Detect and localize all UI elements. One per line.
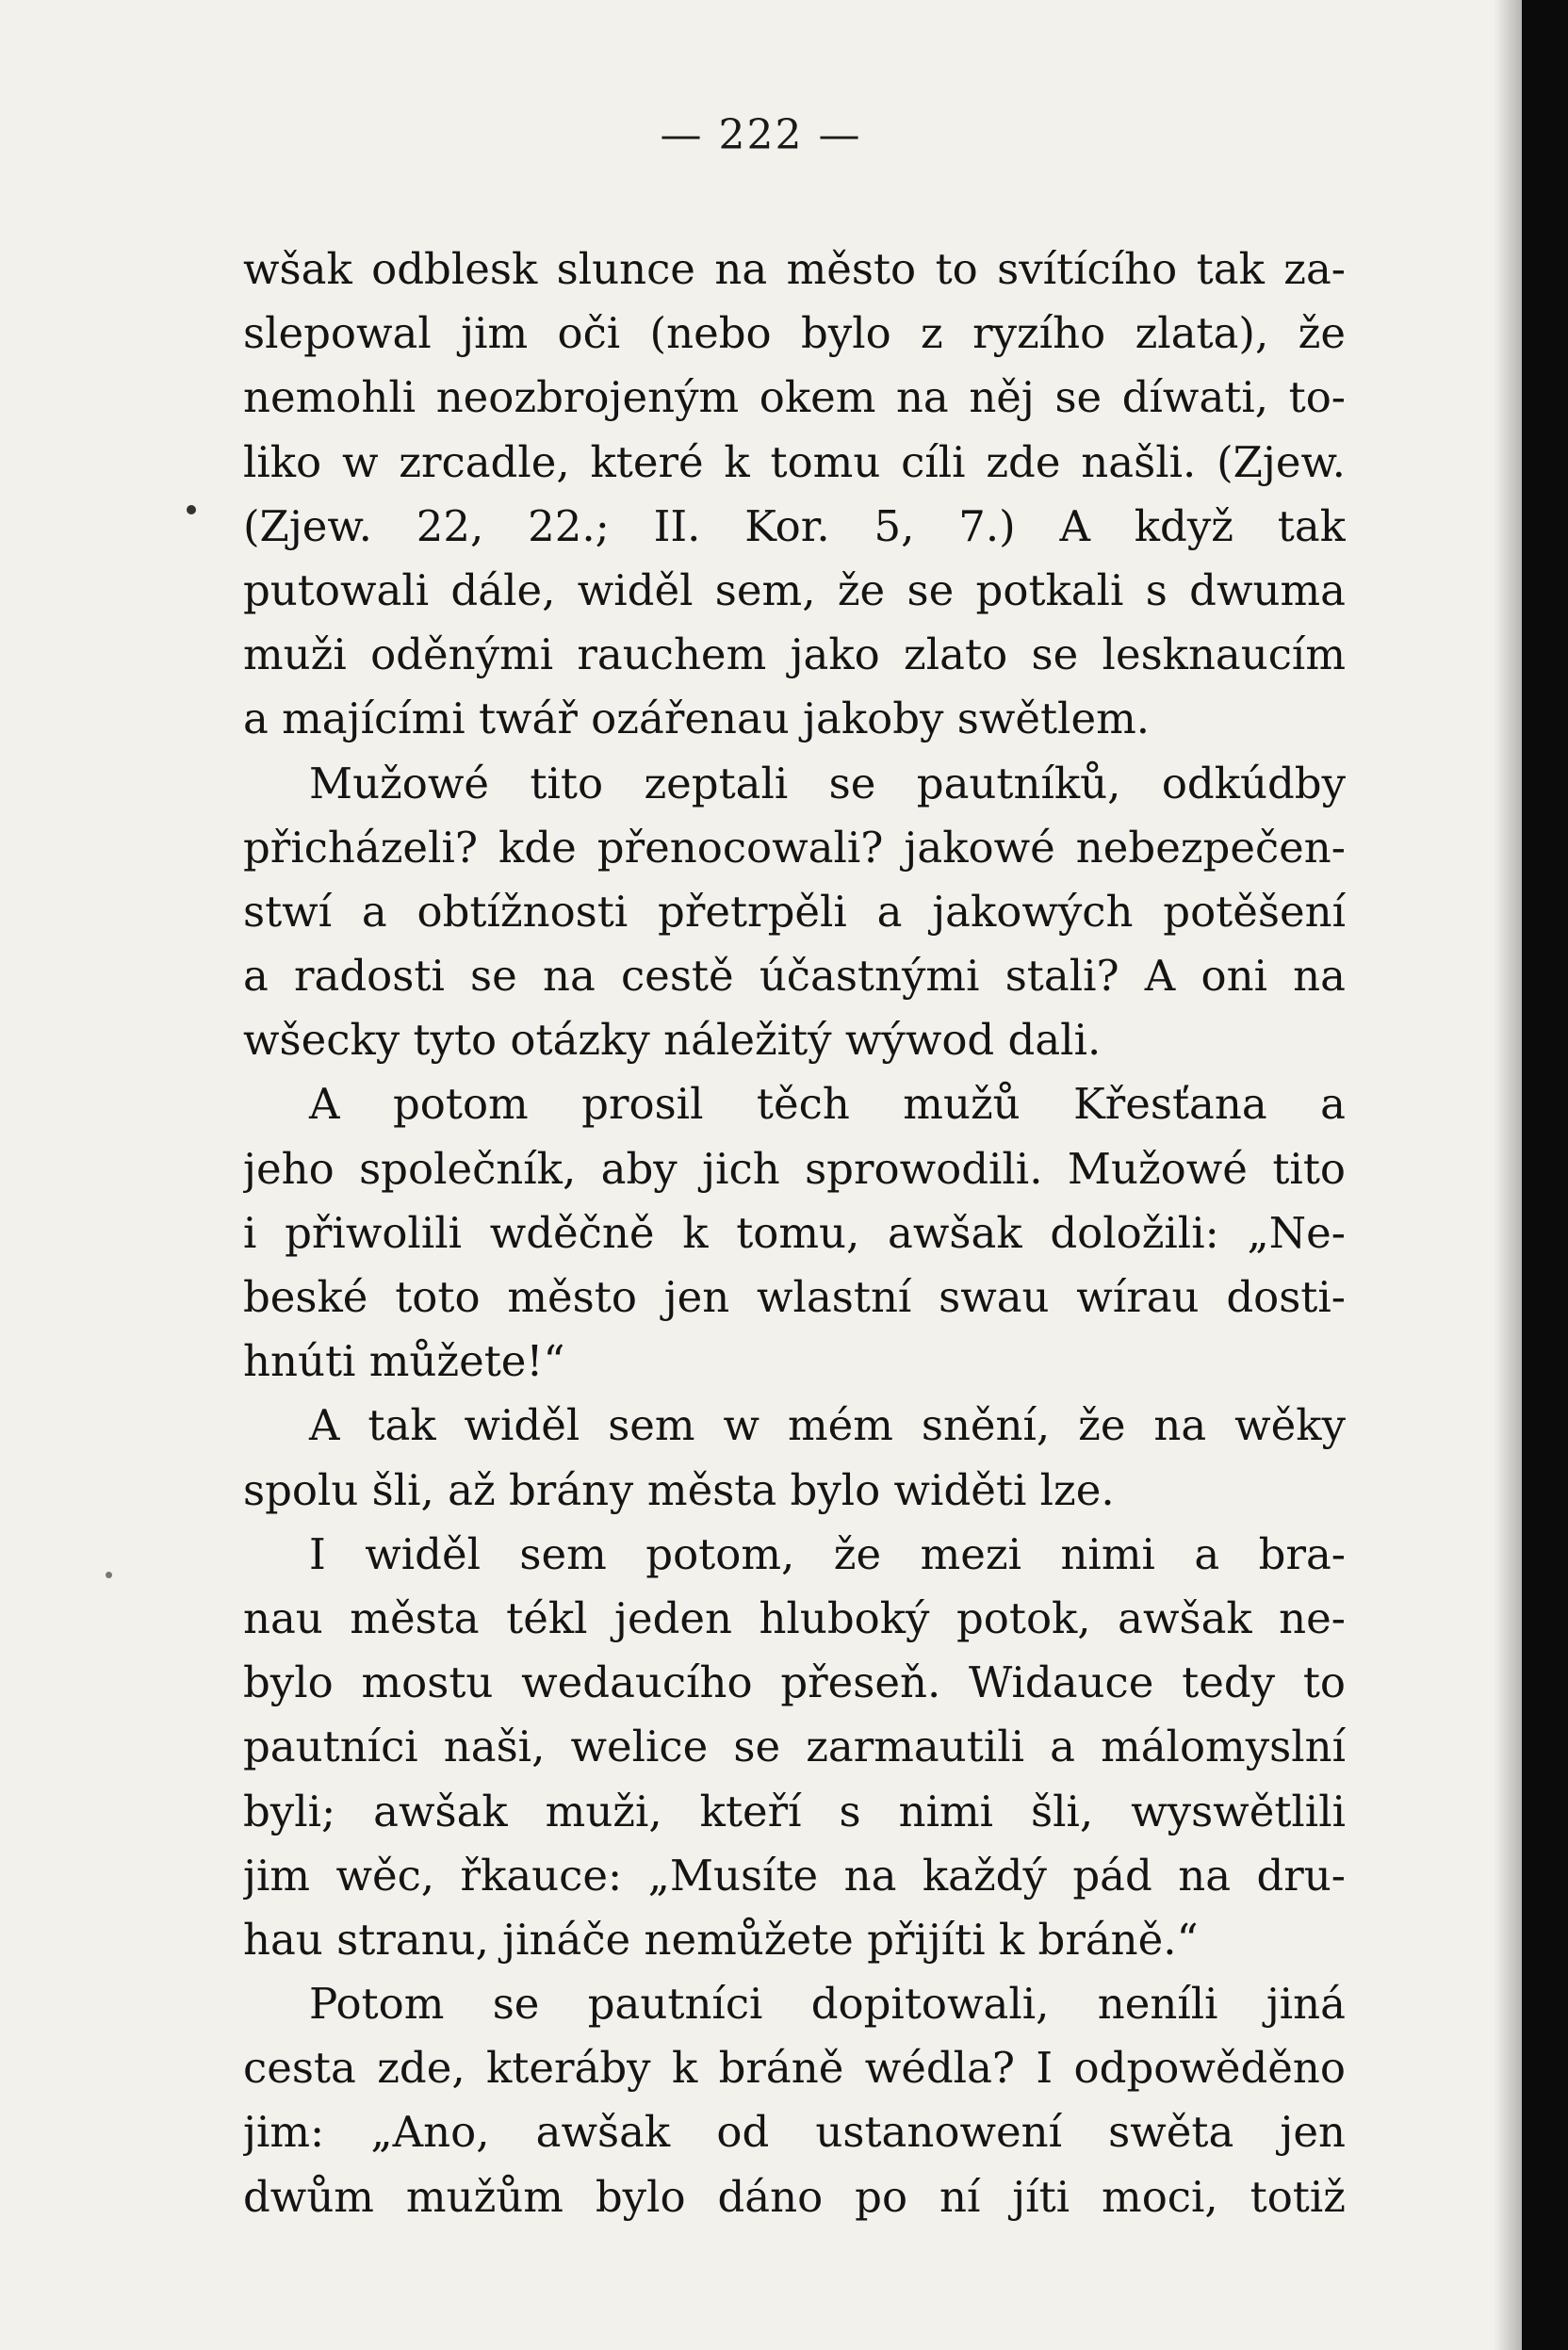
text-line: byli; awšak muži, kteří s nimi šli, wyswětlili (243, 1786, 1346, 1836)
text-line: I widěl sem potom, že mezi nimi a bra- (309, 1528, 1346, 1579)
page-edge-shadow (1494, 0, 1522, 2350)
text-line: jim wěc, řkauce: „Musíte na každý pád na dru- (243, 1850, 1346, 1901)
body-text (243, 237, 1346, 2229)
text-line: spolu šli, až bránу města bylo widěti lze. (243, 1464, 1115, 1515)
margin-speck (187, 505, 196, 514)
text-line: wšak odblesk slunce na město to svítícího tak za- (243, 244, 1346, 294)
text-line: slepowal jim oči (nebo bylo z ryzího zlata), že (243, 308, 1346, 359)
text-line: beské toto město jen wlastní swau wírau dosti- (243, 1272, 1346, 1322)
text-line: stwí a obtížnosti přetrpěli a jakowých potěšení (243, 886, 1346, 937)
text-line: putowali dále, widěl sem, že se potkali s dwuma (243, 564, 1346, 615)
text-line: nau města tékl jeden hluboký potok, awšak ne- (243, 1592, 1346, 1643)
text-line: a radosti se na cestě účastnými stali? A oni na (243, 951, 1346, 1002)
text-line: cesta zde, kteráby k bráně wédla? I odpowěděno (243, 2043, 1346, 2094)
text-line: (Zjew. 22, 22.; II. Kor. 5, 7.) A když tak (243, 500, 1346, 551)
text-line: přicházeli? kde přenocowali? jakowé nebezpečen- (243, 822, 1346, 873)
text-line: dwům mužům bylo dáno po ní jíti moci, totiž (243, 2171, 1346, 2222)
margin-speck (106, 1572, 112, 1578)
text-line: jim: „Ano, awšak od ustanowení swěta jen (243, 2107, 1346, 2158)
text-line: hau stranu, jináče nemůžete přijíti k bráně.“ (243, 1914, 1199, 1965)
text-line: A potom prosil těch mužů Křesťana a (309, 1079, 1346, 1130)
text-line: bylo mostu wedaucího přeseň. Widauce tedy to (243, 1657, 1346, 1708)
text-line: a majícími twář ozářenau jakoby swětlem. (243, 694, 1151, 744)
text-line: pautníci naši, welice se zarmautili a málomyslní (243, 1722, 1346, 1772)
text-line: Potom se pautníci dopitowali, neníli jiná (309, 1979, 1346, 2030)
text-line: muži oděnými rauchem jako zlato se lesknaucím (243, 629, 1346, 680)
text-line: liko w zrcadle, které k tomu cíli zde našli. (Zjew. (243, 436, 1346, 487)
text-line: jeho společník, aby jich sprowodili. Mužowé tito (243, 1143, 1346, 1194)
page-number: — 222 — (660, 111, 862, 159)
text-line: nemohli neozbrojeným okem na něj se díwati, to- (243, 372, 1346, 423)
text-line: A tak widěl sem w mém snění, že na wěky (309, 1400, 1346, 1451)
text-line: wšecky tyto otázky náležitý wýwod dali. (243, 1015, 1102, 1066)
text-line: Mužowé tito zeptali se pautníků, odkúdby (309, 758, 1346, 808)
text-line: i přiwolili wděčně k tomu, awšak doložili: „Ne- (243, 1207, 1346, 1258)
text-line: hnúti můžete!“ (243, 1336, 565, 1387)
